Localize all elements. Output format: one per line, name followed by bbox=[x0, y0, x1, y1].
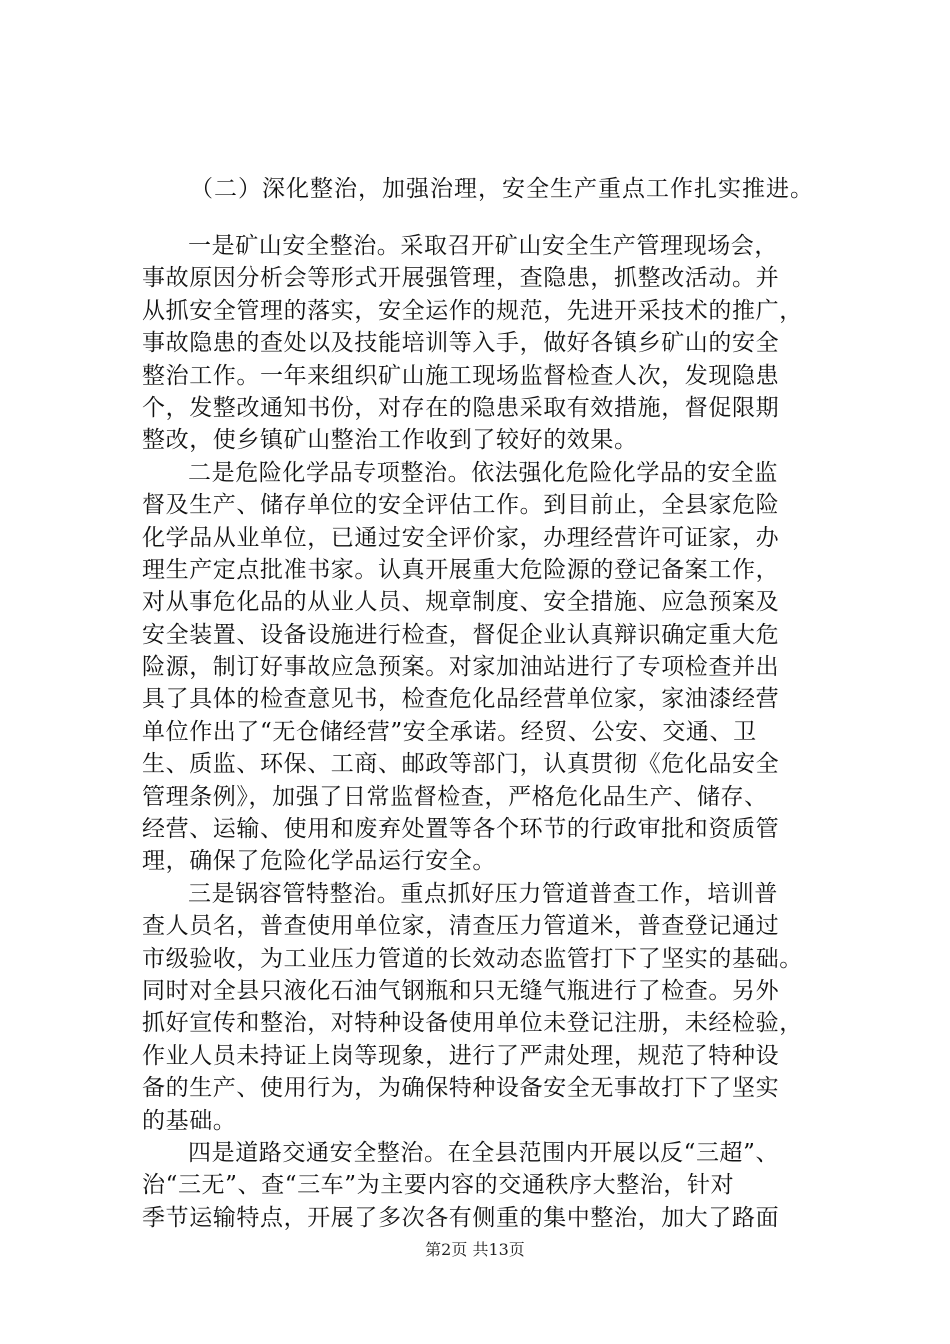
text-line: 个，发整改通知书份，对存在的隐患采取有效措施，督促限期 bbox=[142, 394, 780, 421]
section-heading: （二）深化整治，加强治理，安全生产重点工作扎实推进。 bbox=[190, 176, 814, 202]
text-line: 单位作出了“无仓储经营”安全承诺。经贸、公安、交通、卫 bbox=[142, 718, 757, 745]
text-line: 作业人员未持证上岗等现象，进行了严肃处理，规范了特种设 bbox=[142, 1042, 780, 1069]
text-line: 季节运输特点，开展了多次各有侧重的集中整治，加大了路面 bbox=[142, 1204, 780, 1231]
text-line: 经营、运输、使用和废弃处置等各个环节的行政审批和资质管 bbox=[142, 816, 780, 843]
text-line: 整治工作。一年来组织矿山施工现场监督检查人次，发现隐患 bbox=[142, 362, 780, 389]
text-line: 督及生产、储存单位的安全评估工作。到目前止，全县家危险 bbox=[142, 492, 780, 519]
text-line: 二是危险化学品专项整治。依法强化危险化学品的安全监 bbox=[188, 459, 778, 486]
text-line: 化学品从业单位，已通过安全评价家，办理经营许可证家，办 bbox=[142, 524, 780, 551]
text-line: 整改，使乡镇矿山整治工作收到了较好的效果。 bbox=[142, 427, 638, 454]
text-line: 生、质监、环保、工商、邮政等部门，认真贯彻《危化品安全 bbox=[142, 751, 780, 778]
text-line: 事故隐患的查处以及技能培训等入手，做好各镇乡矿山的安全 bbox=[142, 330, 780, 357]
text-line: 的基础。 bbox=[142, 1107, 237, 1134]
text-line: 管理条例》，加强了日常监督检查，严格危化品生产、储存、 bbox=[142, 783, 768, 810]
text-line: 抓好宣传和整治，对特种设备使用单位未登记注册，未经检验， bbox=[142, 1010, 803, 1037]
page-footer: 第2页 共13页 bbox=[425, 1240, 525, 1259]
body-text bbox=[142, 230, 844, 1234]
text-line: 理，确保了危险化学品运行安全。 bbox=[142, 848, 496, 875]
text-line: 同时对全县只液化石油气钢瓶和只无缝气瓶进行了检查。另外 bbox=[142, 977, 780, 1004]
text-line: 具了具体的检查意见书，检查危化品经营单位家，家油漆经营 bbox=[142, 686, 780, 713]
text-line: 查人员名，普查使用单位家，清查压力管道米，普查登记通过 bbox=[142, 913, 780, 940]
text-line: 备的生产、使用行为，为确保特种设备安全无事故打下了坚实 bbox=[142, 1075, 780, 1102]
text-line: 安全装置、设备设施进行检查，督促企业认真辩识确定重大危 bbox=[142, 621, 780, 648]
text-line: 三是锅容管特整治。重点抓好压力管道普查工作，培训普 bbox=[188, 880, 778, 907]
text-line: 四是道路交通安全整治。在全县范围内开展以反“三超”、 bbox=[188, 1139, 780, 1166]
text-line: 理生产定点批准书家。认真开展重大危险源的登记备案工作， bbox=[142, 556, 780, 583]
text-line: 对从事危化品的从业人员、规章制度、安全措施、应急预案及 bbox=[142, 589, 780, 616]
text-line: 一是矿山安全整治。采取召开矿山安全生产管理现场会， bbox=[188, 233, 778, 259]
text-line: 市级验收，为工业压力管道的长效动态监管打下了坚实的基础。 bbox=[142, 945, 803, 972]
text-line: 事故原因分析会等形式开展强管理，查隐患，抓整改活动。并 bbox=[142, 265, 780, 292]
text-line: 治“三无”、查“三车”为主要内容的交通秩序大整治，针对 bbox=[142, 1172, 735, 1199]
text-line: 险源，制订好事故应急预案。对家加油站进行了专项检查并出 bbox=[142, 654, 780, 681]
text-line: 从抓安全管理的落实，安全运作的规范，先进开采技术的推广， bbox=[142, 297, 803, 324]
